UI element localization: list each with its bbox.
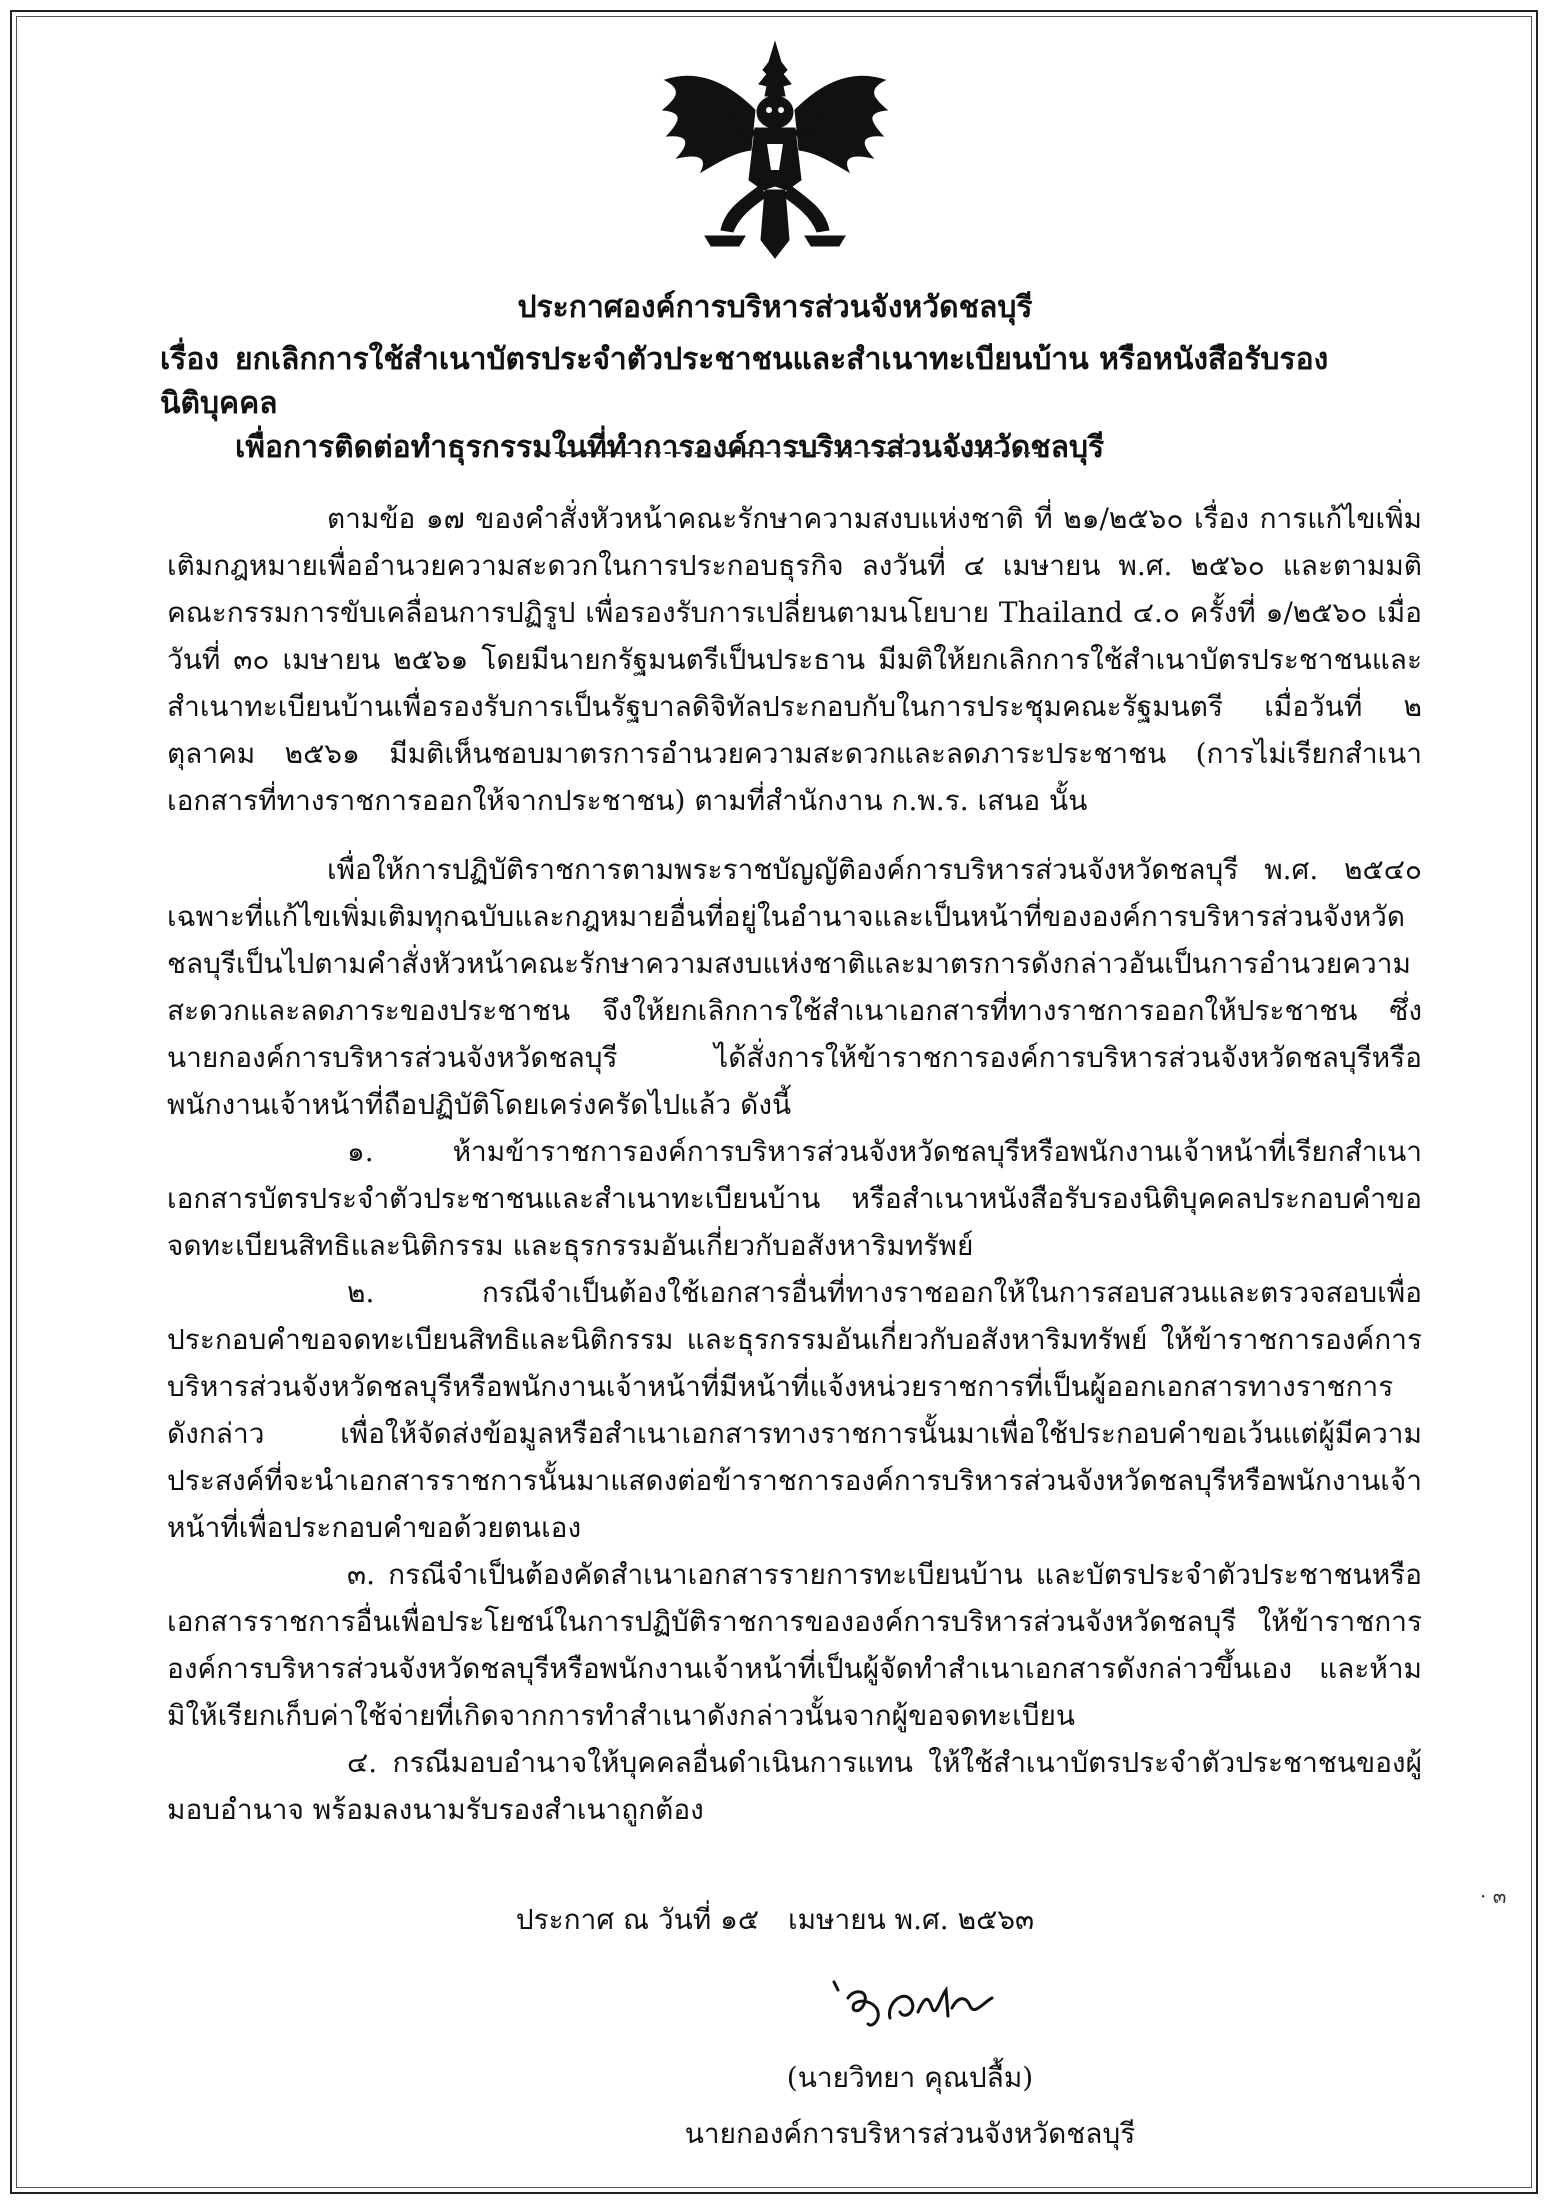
margin-mark: · ๓ <box>1480 1884 1507 1908</box>
signer-name: (นายวิทยา คุณปลื้ม) <box>786 2061 1034 2094</box>
announce-year: ๒๕๖๓ <box>957 1903 1035 1936</box>
list-item-3: ๓. กรณีจำเป็นต้องคัดสำเนาเอกสารรายการทะเบียนบ้าน และบัตรประจำตัวประชาชนหรือเอกสารราชการอื่นเพื่อประโยชน์ในการปฏิบัติราชการขององค์การบริหารส่วนจังหวัดชลบุรี ให้ข้าราชการองค์การบริหารส่วนจังหวัดชลบุรีหรือพนักงานเจ้าหน้าที่เป็นผู้จัดทำสำเนาเอกสารดังกล่าวขึ้นเอง และห้ามมิให้เรียกเก็บค่าใช้จ่ายที่เกิดจากการทำสำเนาดังกล่าวนั้นจากผู้ขอจดทะเบียน <box>167 1558 1422 1732</box>
subject-label: เรื่อง <box>160 342 220 377</box>
signer-title: นายกองค์การบริหารส่วนจังหวัดชลบุรี <box>684 2117 1136 2150</box>
header-divider <box>535 452 1040 454</box>
subject-line-2: เพื่อการติดต่อทำธุรกรรมในที่ทำการองค์การบริหารส่วนจังหวัดชลบุรี <box>235 430 1105 465</box>
document-body <box>167 495 1422 1833</box>
announce-era: พ.ศ. <box>894 1903 949 1936</box>
list-item-4: ๔. กรณีมอบอำนาจให้บุคคลอื่นดำเนินการแทน ให้ใช้สำเนาบัตรประจำตัวประชาชนของผู้มอบอำนาจ พร้อมลงนามรับรองสำเนาถูกต้อง <box>167 1746 1422 1826</box>
paragraph-1: ตามข้อ ๑๗ ของคำสั่งหัวหน้าคณะรักษาความสงบแห่งชาติ ที่ ๒๑/๒๕๖๐ เรื่อง การแก้ไขเพิ่มเติมกฎหมายเพื่ออำนวยความสะดวกในการประกอบธุรกิจ ลงวันที่ ๔ เมษายน พ.ศ. ๒๕๖๐ และตามมติคณะกรรมการขับเคลื่อนการปฏิรูป เพื่อรองรับการเปลี่ยนตามนโยบาย Thailand ๔.๐ ครั้งที่ ๑/๒๕๖๐ เมื่อวันที่ ๓๐ เมษายน ๒๕๖๑ โดยมีนายกรัฐมนตรีเป็นประธาน มีมติให้ยกเลิกการใช้สำเนาบัตรประชาชนและสำเนาทะเบียนบ้านเพื่อรองรับการเป็นรัฐบาลดิจิทัลประกอบกับในการประชุมคณะรัฐมนตรี เมื่อวันที่ ๒ ตุลาคม ๒๕๖๑ มีมติเห็นชอบมาตรการอำนวยความสะดวกและลดภาระประชาชน (การไม่เรียกสำเนาเอกสารที่ทางราชการออกให้จากประชาชน) ตามที่สำนักงาน ก.พ.ร. เสนอ นั้น <box>167 502 1422 817</box>
announcement-date-line <box>0 1900 1550 1940</box>
announce-month: เมษายน <box>788 1903 886 1936</box>
list-item-2: ๒. กรณีจำเป็นต้องใช้เอกสารอื่นที่ทางราชออกให้ในการสอบสวนและตรวจสอบเพื่อประกอบคำขอจดทะเบียนสิทธิและนิติกรรม และธุรกรรมอันเกี่ยวกับอสังหาริมทรัพย์ ให้ข้าราชการองค์การบริหารส่วนจังหวัดชลบุรีหรือพนักงานเจ้าหน้าที่มีหน้าที่แจ้งหน่วยราชการที่เป็นผู้ออกเอกสารทางราชการดังกล่าว เพื่อให้จัดส่งข้อมูลหรือสำเนาเอกสารทางราชการนั้นมาเพื่อใช้ประกอบคำขอเว้นแต่ผู้มีความประสงค์ที่จะนำเอกสารราชการนั้นมาแสดงต่อข้าราชการองค์การบริหารส่วนจังหวัดชลบุรีหรือพนักงานเจ้าหน้าที่เพื่อประกอบคำขอด้วยตนเอง <box>167 1276 1423 1544</box>
announce-day: ๑๕ <box>720 1903 760 1936</box>
announce-prefix: ประกาศ ณ วันที่ <box>515 1903 712 1936</box>
list-item-1: ๑. ห้ามข้าราชการองค์การบริหารส่วนจังหวัดชลบุรีหรือพนักงานเจ้าหน้าที่เรียกสำเนาเอกสารบัตรประจำตัวประชาชนและสำเนาทะเบียนบ้าน หรือสำเนาหนังสือรับรองนิติบุคคลประกอบคำขอจดทะเบียนสิทธิและนิติกรรม และธุรกรรมอันเกี่ยวกับอสังหาริมทรัพย์ <box>167 1135 1422 1262</box>
subject-line-1: ยกเลิกการใช้สำเนาบัตรประจำตัวประชาชนและสำเนาทะเบียนบ้าน หรือหนังสือรับรองนิติบุคคล <box>160 342 1329 421</box>
paragraph-2: เพื่อให้การปฏิบัติราชการตามพระราชบัญญัติองค์การบริหารส่วนจังหวัดชลบุรี พ.ศ. ๒๕๔๐ เฉพาะที่แก้ไขเพิ่มเติมทุกฉบับและกฎหมายอื่นที่อยู่ในอำนาจและเป็นหน้าที่ขององค์การบริหารส่วนจังหวัดชลบุรีเป็นไปตามคำสั่งหัวหน้าคณะรักษาความสงบแห่งชาติและมาตรการดังกล่าวอันเป็นการอำนวยความสะดวกและลดภาระของประชาชน จึงให้ยกเลิกการใช้สำเนาเอกสารที่ทางราชการออกให้ประชาชน ซึ่งนายกองค์การบริหารส่วนจังหวัดชลบุรี ได้สั่งการให้ข้าราชการองค์การบริหารส่วนจังหวัดชลบุรีหรือพนักงานเจ้าหน้าที่ถือปฏิบัติโดยเคร่งครัดไปแล้ว ดังนี้ <box>167 853 1422 1121</box>
document-title: ประกาศองค์การบริหารส่วนจังหวัดชลบุรี <box>517 290 1033 325</box>
document-subject <box>160 338 1440 470</box>
handwritten-signature <box>820 1968 1020 2048</box>
garuda-emblem-icon <box>655 40 895 262</box>
